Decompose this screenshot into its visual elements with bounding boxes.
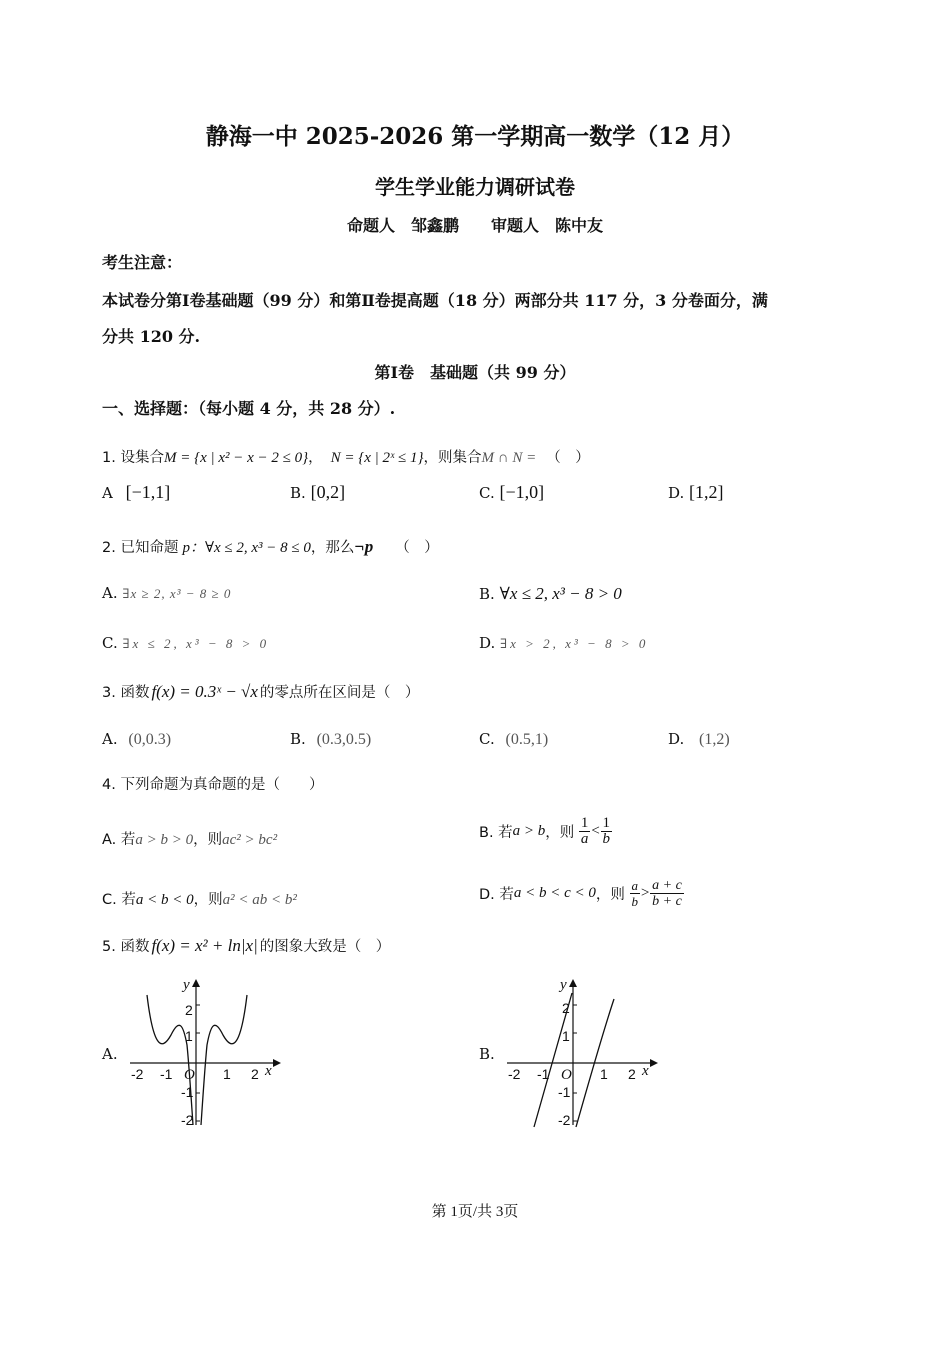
- page-number: 第 1页/共 3页: [431, 1204, 519, 1220]
- x-tick-label: -1: [160, 1066, 173, 1082]
- question-2: [102, 536, 439, 557]
- option-label: C. 若: [102, 892, 136, 908]
- q2-option-d[interactable]: [479, 634, 648, 652]
- q3-suffix: 的零点所在区间是（ ）: [259, 685, 420, 701]
- x-tick-label: -2: [508, 1066, 521, 1082]
- q3-option-b[interactable]: [290, 730, 371, 749]
- y-tick-label: -2: [558, 1112, 571, 1128]
- option-value: ∀x ≤ 2, x³ − 8 > 0: [499, 584, 622, 603]
- y-axis-arrow: [192, 979, 200, 987]
- then-text: ，则: [545, 825, 575, 841]
- q3-func: f(x) = 0.3ˣ − √x: [151, 682, 258, 701]
- q2-prop: p：∀x ≤ 2, x³ − 8 ≤ 0: [182, 540, 311, 556]
- option-label: A: [102, 484, 113, 502]
- condition: a < b < c < 0: [513, 885, 596, 901]
- y-tick-label: 1: [185, 1028, 193, 1044]
- option-value: (0.3,0.5): [316, 731, 372, 748]
- q1-set-m: M = {x | x² − x − 2 ≤ 0}: [163, 450, 309, 466]
- condition: a > b > 0: [135, 832, 194, 848]
- denominator: b: [631, 894, 639, 909]
- q1-mid: ，则集合: [423, 450, 482, 466]
- x-tick-label: 1: [223, 1066, 231, 1082]
- q1-expr: M ∩ N =: [481, 450, 537, 466]
- option-label: B.: [290, 484, 306, 502]
- numerator: a + c: [652, 878, 682, 893]
- q5-func: f(x) = x² + ln|x|: [151, 936, 258, 955]
- option-label: A. 若: [102, 832, 136, 848]
- option-value: (0.5,1): [505, 731, 549, 748]
- denominator: b + c: [652, 894, 682, 909]
- q3-prefix: 3. 函数: [102, 685, 150, 701]
- q4-option-a[interactable]: [102, 828, 277, 849]
- option-value: [0,2]: [310, 482, 346, 502]
- option-label: C.: [102, 634, 118, 652]
- result: ac² > bc²: [222, 832, 278, 848]
- q2-neg: ¬p: [354, 537, 374, 556]
- option-label: A.: [102, 730, 118, 748]
- y-tick-label: -2: [181, 1112, 194, 1128]
- option-label: C.: [479, 484, 495, 502]
- notice-line-2: 分共 120 分.: [102, 327, 201, 346]
- q1-paren: （ ）: [546, 450, 590, 466]
- option-value: [−1,0]: [499, 482, 545, 502]
- y-tick-label: -1: [558, 1084, 571, 1100]
- fraction: [630, 878, 641, 909]
- then-text: ，则: [193, 892, 223, 908]
- q1-option-c[interactable]: [479, 482, 544, 503]
- numerator: 1: [602, 815, 611, 831]
- q5-suffix: 的图象大致是（ ）: [259, 939, 391, 955]
- q2-mid: ，那么: [310, 540, 355, 556]
- numerator: a: [631, 878, 639, 893]
- q4-option-c[interactable]: [102, 888, 297, 909]
- exam-subtitle: 学生学业能力调研试卷: [375, 175, 575, 199]
- result: a² < ab < b²: [222, 892, 297, 908]
- x-tick-label: -2: [131, 1066, 144, 1082]
- curve-left: [534, 993, 572, 1127]
- q5-graph-a[interactable]: [125, 975, 285, 1135]
- q3-option-c[interactable]: [479, 730, 548, 749]
- curve-right: [201, 995, 247, 1125]
- fraction: [579, 816, 591, 847]
- option-value: ∃x ≤ 2, x³ − 8 > 0: [122, 636, 270, 651]
- q1-prefix: 1. 设集合: [102, 450, 164, 466]
- denominator: a: [580, 831, 589, 847]
- numerator: 1: [580, 815, 589, 831]
- q4-option-d[interactable]: [479, 878, 684, 909]
- x-axis-arrow: [273, 1059, 281, 1067]
- x-var-label: x: [642, 1063, 649, 1079]
- q4-option-b[interactable]: [479, 816, 612, 847]
- x-tick-label: 2: [251, 1066, 259, 1082]
- y-var-label: y: [560, 977, 567, 993]
- option-label: B.: [290, 730, 306, 748]
- q3-option-a[interactable]: [102, 730, 171, 749]
- q5-option-a-label[interactable]: A.: [102, 1045, 118, 1063]
- y-tick-label: -1: [181, 1084, 194, 1100]
- x-tick-label: 1: [600, 1066, 608, 1082]
- q2-option-a[interactable]: [102, 584, 231, 602]
- q1-set-n: N = {x | 2ˣ ≤ 1}: [330, 450, 424, 466]
- option-label: D.: [668, 484, 685, 502]
- exam-authors: 命题人 邹鑫鹏 审题人 陈中友: [346, 216, 603, 235]
- q1-option-a[interactable]: [102, 482, 170, 503]
- fraction: [650, 878, 684, 909]
- option-value: ∃x ≥ 2, x³ − 8 ≥ 0: [122, 586, 232, 601]
- q2-prefix: 2. 已知命题: [102, 540, 179, 556]
- option-value: [1,2]: [689, 482, 724, 502]
- notice-line-1: 本试卷分第Ⅰ卷基础题（99 分）和第Ⅱ卷提高题（18 分）两部分共 117 分，3 分卷面分，满: [102, 291, 768, 310]
- question-4: 4. 下列命题为真命题的是（ ）: [102, 777, 324, 793]
- origin-label: O: [184, 1067, 195, 1083]
- condition: a > b: [512, 823, 546, 839]
- option-label: B. 若: [479, 825, 513, 841]
- option-value: ∃x > 2, x³ − 8 > 0: [500, 636, 649, 651]
- option-label: D. 若: [479, 887, 514, 903]
- origin-label: O: [561, 1067, 572, 1083]
- option-label: B.: [479, 585, 495, 603]
- option-label: A.: [102, 584, 118, 602]
- y-tick-label: 2: [562, 1000, 570, 1016]
- question-3: [102, 681, 419, 702]
- y-tick-label: 2: [185, 1002, 193, 1018]
- y-tick-label: 1: [562, 1028, 570, 1044]
- x-tick-label: 2: [628, 1066, 636, 1082]
- q1-option-d[interactable]: [668, 482, 724, 503]
- q5-prefix: 5. 函数: [102, 939, 150, 955]
- option-value: [−1,1]: [125, 482, 171, 502]
- notice-heading: 考生注意：: [102, 253, 183, 272]
- denominator: b: [602, 831, 611, 847]
- section-choice-title: 一、选择题：（每小题 4 分，共 28 分）.: [102, 399, 396, 418]
- q5-graph-b[interactable]: [502, 975, 662, 1135]
- exam-title: 静海一中 2025-2026 第一学期高一数学（12 月）: [205, 123, 745, 150]
- q1-option-b[interactable]: [290, 482, 345, 503]
- q1-comma: ，: [308, 450, 323, 466]
- operator: <: [590, 823, 601, 839]
- option-label: D.: [668, 730, 685, 748]
- question-1: [102, 446, 590, 467]
- question-5: [102, 935, 390, 956]
- option-label: C.: [479, 730, 495, 748]
- fraction: [601, 816, 613, 847]
- option-value: (0,0.3): [128, 731, 172, 748]
- q2-option-b[interactable]: [479, 584, 622, 604]
- q5-option-b-label[interactable]: B.: [479, 1045, 495, 1063]
- x-tick-label: -1: [537, 1066, 550, 1082]
- y-axis-arrow: [569, 979, 577, 987]
- x-axis-arrow: [650, 1059, 658, 1067]
- option-label: D.: [479, 634, 496, 652]
- then-text: ，则: [595, 887, 625, 903]
- y-var-label: y: [183, 977, 190, 993]
- x-var-label: x: [265, 1063, 272, 1079]
- part-1-title: 第Ⅰ卷 基础题（共 99 分）: [374, 363, 576, 382]
- q2-option-c[interactable]: [102, 634, 269, 652]
- option-value: (1,2): [699, 731, 730, 748]
- then-text: ，则: [193, 832, 223, 848]
- q3-option-d[interactable]: [668, 730, 730, 749]
- q2-paren: （ ）: [395, 540, 439, 556]
- operator: >: [640, 885, 651, 901]
- condition: a < b < 0: [135, 892, 194, 908]
